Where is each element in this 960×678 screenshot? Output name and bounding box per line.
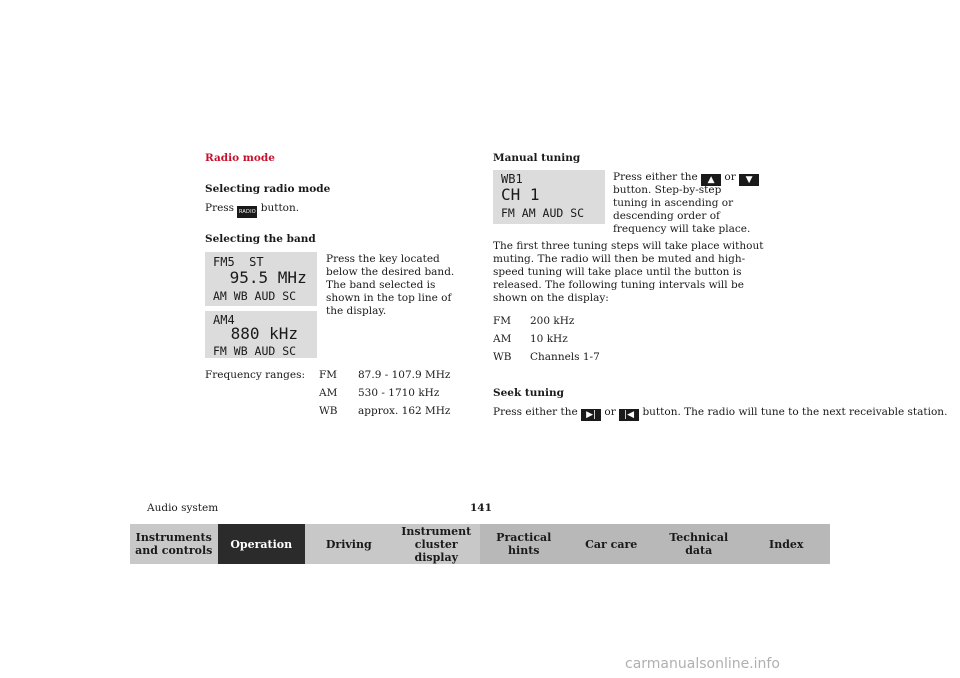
seek-instruction-line: [493, 406, 947, 421]
manual-tuning-heading: Manual tuning: [493, 152, 581, 164]
interval-value: Channels 1-7: [530, 351, 600, 363]
display-line-2: 880 kHz: [221, 324, 299, 343]
interval-band: FM: [493, 315, 512, 327]
radio-display-fm: [205, 252, 317, 306]
freq-range: 530 - 1710 kHz: [358, 387, 440, 399]
section-heading: Radio mode: [205, 152, 275, 164]
interval-value: 200 kHz: [530, 315, 575, 327]
watermark: carmanualsonline.info: [625, 656, 780, 672]
seek-press-text: Press either the: [493, 406, 578, 418]
display-line-1: WB1: [501, 172, 523, 186]
seek-forward-key-icon: ▶|: [581, 409, 601, 421]
tab-instrument-cluster-display[interactable]: Instrument cluster display: [393, 524, 481, 564]
band-description: Press the key located below the desired band. The band selected is shown in the top line of the display.: [326, 253, 455, 317]
tab-instruments-and-controls[interactable]: Instruments and controls: [130, 524, 218, 564]
manual-tuning-description: button. Step-by-step tuning in ascending or descending order of frequency will take place.: [613, 184, 751, 235]
tab-car-care[interactable]: Car care: [568, 524, 656, 564]
tab-index[interactable]: Index: [743, 524, 831, 564]
arrow-up-key-icon: ▲: [701, 174, 721, 186]
interval-band: WB: [493, 351, 512, 363]
frequency-label: Frequency ranges:: [205, 369, 306, 381]
display-line-3: FM AM AUD SC: [501, 206, 585, 220]
seek-or-text: or: [604, 406, 616, 418]
freq-band: WB: [319, 405, 338, 417]
tab-technical-data[interactable]: Technical data: [655, 524, 743, 564]
seek-back-key-icon: |◀: [619, 409, 639, 421]
button-text: button.: [257, 202, 300, 214]
freq-range: 87.9 - 107.9 MHz: [358, 369, 451, 381]
seek-tuning-heading: Seek tuning: [493, 387, 564, 399]
interval-band: AM: [493, 333, 512, 345]
display-line-1: AM4: [213, 313, 235, 327]
subheading-selecting-radio-mode: Selecting radio mode: [205, 183, 331, 195]
freq-band: FM: [319, 369, 338, 381]
press-radio-instruction: [205, 202, 299, 218]
freq-band: AM: [319, 387, 338, 399]
tuning-steps-paragraph: The first three tuning steps will take place without muting. The radio will then be muted and high-speed tuning will take place until the button is released. The following tuning intervals will be shown on the display:: [493, 240, 764, 304]
radio-display-wb: [493, 170, 605, 224]
tab-operation[interactable]: Operation: [218, 524, 306, 564]
freq-range: approx. 162 MHz: [358, 405, 451, 417]
or-text: or: [724, 171, 736, 183]
display-line-3: AM WB AUD SC: [213, 289, 297, 303]
radio-display-am: [205, 311, 317, 358]
section-nav: [130, 524, 830, 564]
tab-driving[interactable]: Driving: [305, 524, 393, 564]
section-name: Audio system: [147, 502, 219, 514]
press-either-text: Press either the: [613, 171, 698, 183]
interval-value: 10 kHz: [530, 333, 568, 345]
display-line-2: CH 1: [501, 185, 540, 204]
display-line-2: 95.5 MHz: [220, 268, 307, 287]
radio-key-icon: RADIO: [237, 206, 257, 218]
page-number: 141: [470, 502, 492, 514]
tab-practical-hints[interactable]: Practical hints: [480, 524, 568, 564]
press-text: Press: [205, 202, 235, 214]
subheading-selecting-band: Selecting the band: [205, 233, 316, 245]
arrow-down-key-icon: ▼: [739, 174, 759, 186]
seek-after-text: button. The radio will tune to the next receivable station.: [642, 406, 948, 418]
display-line-1: FM5 ST: [213, 255, 264, 269]
display-line-3: FM WB AUD SC: [213, 344, 297, 358]
